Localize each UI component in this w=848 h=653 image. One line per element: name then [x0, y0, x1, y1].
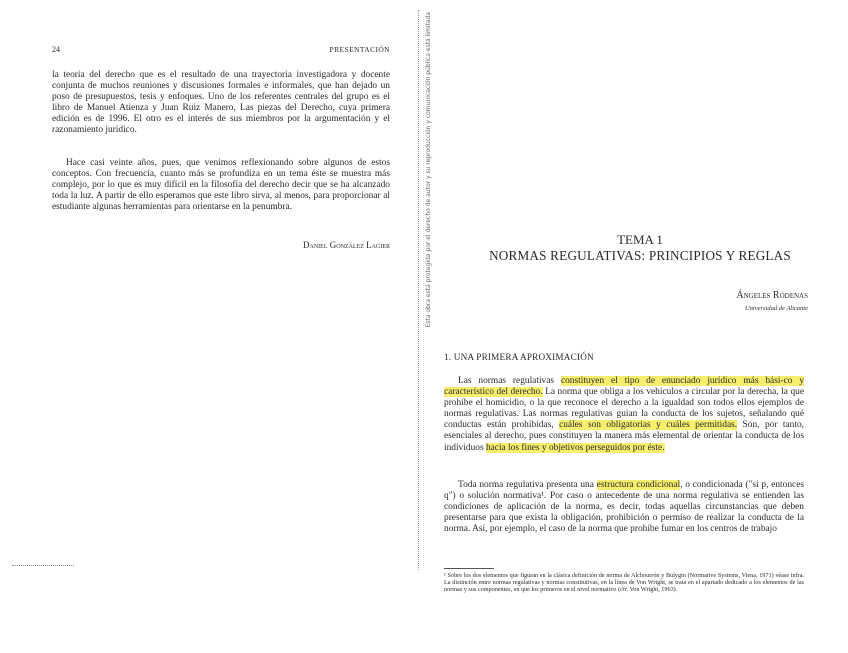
paragraph-text: , o condicionada ("si p, entonces q") o solución normativa¹. Por caso o antecedente de una norma regulativa se entienden las condiciones de aplicación de la norma, es decir, todas aquellas circunstancias que deben presentarse para que exista la obligación, prohibición o permiso de realizar la conducta de la norma. Así, por ejemplo, el caso de la norma que prohíbe fumar en los centros de trabajo [444, 480, 805, 535]
left-footer-rule [12, 565, 74, 566]
highlight: estructura condicional [596, 480, 681, 490]
paragraph-text: Son, por tanto, esenciales al derecho, pues constituyen la manera más elemental de orientar la conducta de los individuos [444, 420, 804, 453]
chapter-title: NORMAS REGULATIVAS: PRINCIPIOS Y REGLAS [489, 248, 791, 263]
right-paragraph-1 [444, 376, 804, 454]
footnote: ¹ Sobre los dos elementos que figuran en la clásica definición de norma de Alchourrón y Bulygin (Normative Systems, Viena, 1971) véase infra. La distinción entre normas regulativas y normas constitutivas, en la línea de Von Wright, se trata en el apartado dedicado a los elementos de las normas y sus componentes, en que los primeros en el nivel normativo (cfr. Von Wright, 1963). [444, 572, 804, 594]
highlight: hacia los fines y objetivos perseguidos por éste. [485, 442, 665, 453]
left-page [0, 0, 416, 653]
author-affiliation: Universidad de Alicante [744, 305, 808, 312]
signature: Daniel González Lagier [303, 240, 390, 250]
page-number: 24 [52, 45, 60, 54]
right-page [432, 0, 848, 653]
running-header: PRESENTACIÓN [329, 45, 390, 54]
footnote-rule [444, 568, 494, 569]
left-paragraph-1: la teoría del derecho que es el resultado de una trayectoria investigadora y docente conjunta de muchos reuniones y discusiones formales e informales, que han dejado un poso de presupuestos, tesis y enfoques. Uno de los referentes centrales del grupo es el libro de Manuel Atienza y Juan Ruiz Manero, Las piezas del Derecho, cuya primera edición es de 1996. El otro es el interés de sus miembros por la argumentación y el razonamiento jurídico. [52, 70, 390, 136]
author-name: Ángeles Ródenas [736, 290, 808, 301]
chapter-label: TEMA 1 [617, 232, 663, 247]
gutter-scan-text: Esta obra está protegida por el derecho de autor y su reproducción y comunicación pública está limitada [425, 12, 432, 328]
paragraph-text: La norma que obliga a los vehículos a circular por la derecha, la que prohíbe el homicidio, o la que reconoce el derecho a la igualdad son todos ellos ejemplos de normas regulativas. Las normas regulativas guían la conducta de los sujetos, señalando qué conductas están prohibidas, [444, 387, 804, 431]
section-heading: 1. UNA PRIMERA APROXIMACIÓN [444, 352, 594, 362]
right-paragraph-2 [444, 480, 804, 535]
highlight: constituyen el tipo de enunciado jurídico más bási-co y característico del derecho. [444, 376, 805, 398]
page-gutter [418, 10, 425, 570]
paragraph-text: Las normas regulativas [458, 376, 561, 386]
highlight: cuáles son obligatorias y cuáles permitidas. [559, 420, 738, 431]
left-paragraph-2: Hace casi veinte años, pues, que venimos reflexionando sobre algunos de estos conceptos. Con frecuencia, cuanto más se profundiza en un tema éste se muestra más complejo, por lo que es muy difícil en la filosofía del derecho decir que se ha alcanzado toda la luz. A partir de ello esperamos que este libro sirva, al menos, para proporcionar al estudiante algunas herramientas para orientarse en la penumbra. [52, 158, 390, 213]
paragraph-text: Toda norma regulativa presenta una [458, 480, 597, 490]
